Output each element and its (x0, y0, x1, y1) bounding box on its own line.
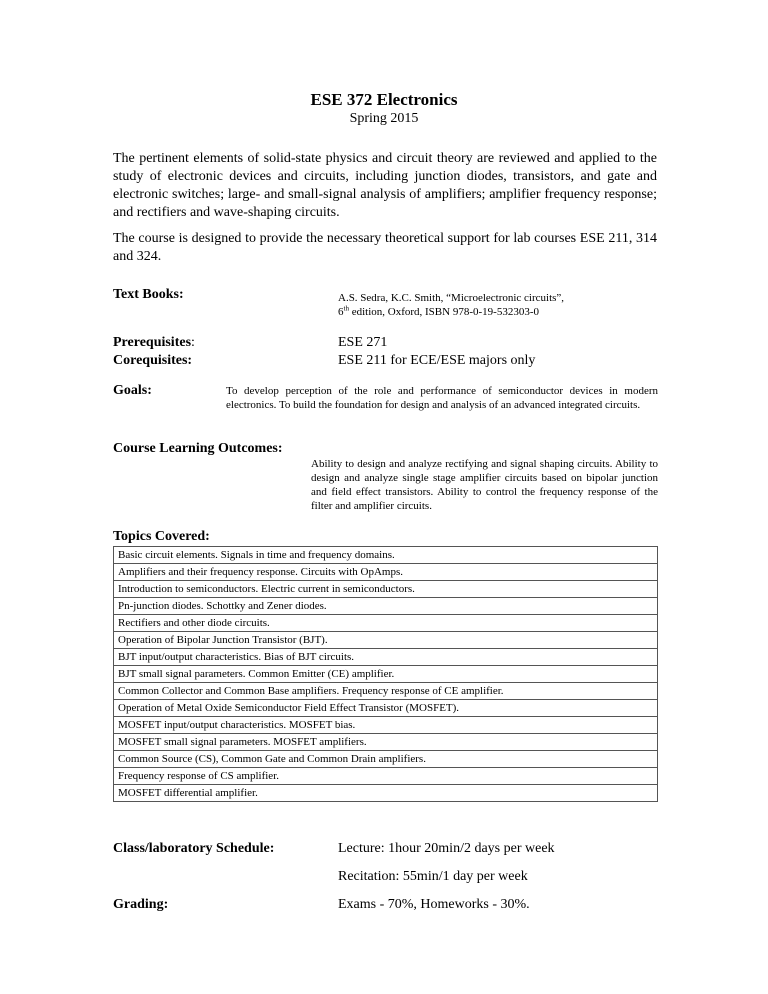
prerequisites-value: ESE 271 (338, 335, 388, 350)
topic-row (114, 700, 658, 717)
topic-cell: BJT small signal parameters. Common Emitter (CE) amplifier. (114, 666, 658, 683)
textbooks-value (338, 291, 668, 319)
textbook-line-1: A.S. Sedra, K.C. Smith, “Microelectronic circuits”, (338, 292, 565, 304)
topic-cell: MOSFET small signal parameters. MOSFET amplifiers. (114, 734, 658, 751)
topic-row (114, 768, 658, 785)
topic-cell: Introduction to semiconductors. Electric current in semiconductors. (114, 581, 658, 598)
topic-cell: Rectifiers and other diode circuits. (114, 615, 658, 632)
topic-cell: Operation of Metal Oxide Semiconductor Field Effect Transistor (MOSFET). (114, 700, 658, 717)
topic-row (114, 649, 658, 666)
topic-row (114, 666, 658, 683)
topic-cell: Operation of Bipolar Junction Transistor (BJT). (114, 632, 658, 649)
course-purpose: The course is designed to provide the necessary theoretical support for lab courses ESE 211, 314 and 324. (113, 231, 657, 264)
grading-value: Exams - 70%, Homeworks - 30%. (338, 897, 530, 912)
topic-row (114, 751, 658, 768)
schedule-recitation: Recitation: 55min/1 day per week (338, 869, 528, 884)
textbook-line-2 (338, 305, 668, 319)
outcomes-text: Ability to design and analyze rectifying and signal shaping circuits. Ability to design and analyze single stage amplifier circuits based on bipolar junction and field effect transistors. Ability to control the frequency response of the filter and amplifier circuits. (311, 458, 658, 512)
corequisites-label: Corequisites: (113, 353, 193, 368)
course-term: Spring 2015 (349, 111, 419, 126)
topic-row (114, 734, 658, 751)
edition-suffix: th (343, 304, 349, 313)
textbooks-label: Text Books: (113, 287, 184, 302)
corequisites-value: ESE 211 for ECE/ESE majors only (338, 353, 536, 368)
topic-row (114, 581, 658, 598)
topic-row (114, 615, 658, 632)
outcomes-label: Course Learning Outcomes: (113, 441, 283, 456)
topic-cell: Frequency response of CS amplifier. (114, 768, 658, 785)
topic-cell: MOSFET differential amplifier. (114, 785, 658, 802)
topics-table (113, 546, 658, 802)
topic-row (114, 717, 658, 734)
topic-row (114, 632, 658, 649)
prerequisites-label: Prerequisites: (113, 335, 195, 350)
edition-rest: edition, Oxford, ISBN 978-0-19-532303-0 (348, 306, 539, 318)
topic-row (114, 564, 658, 581)
schedule-lecture: Lecture: 1hour 20min/2 days per week (338, 841, 555, 856)
topic-cell: MOSFET input/output characteristics. MOSFET bias. (114, 717, 658, 734)
topic-row (114, 683, 658, 700)
edition-number: 6 (338, 306, 344, 318)
topic-cell: Amplifiers and their frequency response. Circuits with OpAmps. (114, 564, 658, 581)
topic-cell: BJT input/output characteristics. Bias of BJT circuits. (114, 649, 658, 666)
course-title: ESE 372 Electronics (310, 90, 458, 109)
grading-label: Grading: (113, 897, 169, 912)
course-description: The pertinent elements of solid-state physics and circuit theory are reviewed and applied to the study of electronic devices and circuits, including junction diodes, transistors, and gate and electronic switches; large- and small-signal analysis of amplifiers; amplifier frequency response; and rectifiers and wave-shaping circuits. (113, 151, 657, 220)
goals-label: Goals: (113, 383, 152, 398)
goals-text: To develop perception of the role and performance of semiconductor devices in modern electronics. To build the foundation for design and analysis of an advanced integrated circuits. (226, 385, 658, 411)
topic-cell: Pn-junction diodes. Schottky and Zener diodes. (114, 598, 658, 615)
topic-row (114, 598, 658, 615)
topic-cell: Common Source (CS), Common Gate and Common Drain amplifiers. (114, 751, 658, 768)
topic-row (114, 785, 658, 802)
topics-label: Topics Covered: (113, 529, 210, 544)
topic-cell: Common Collector and Common Base amplifiers. Frequency response of CE amplifier. (114, 683, 658, 700)
schedule-label: Class/laboratory Schedule: (113, 841, 275, 856)
topic-cell: Basic circuit elements. Signals in time and frequency domains. (114, 547, 658, 564)
topic-row (114, 547, 658, 564)
